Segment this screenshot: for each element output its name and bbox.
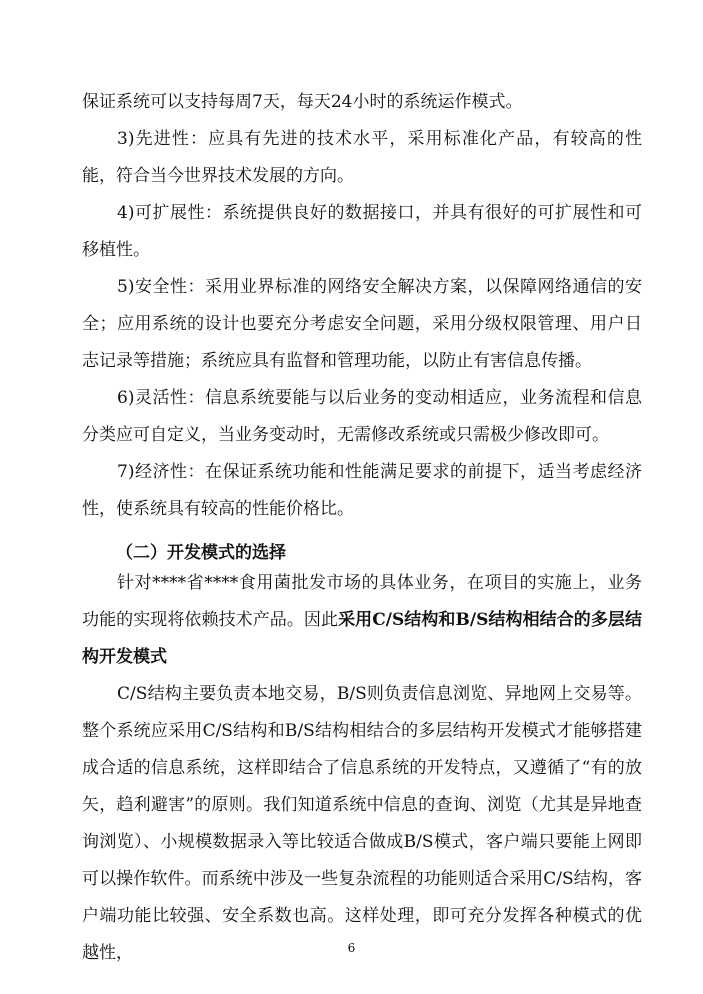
dev-mode-emphasis: 采用C/S结构和B/S结构相结合的多层结构开发模式 — [82, 610, 642, 667]
paragraph-dev-mode — [82, 565, 642, 676]
paragraph-availability-end: 保证系统可以支持每周7天，每天24小时的系统运作模式。 — [82, 92, 523, 112]
paragraph-cs-bs: C/S结构主要负责本地交易，B/S则负责信息浏览、异地网上交易等。整个系统应采用C/S结构和B/S结构相结合的多层结构开发模式才能够搭建成合适的信息系统，这样即结合了信息系统的开发特点，又遵循了“有的放矢，趋利避害”的原则。我们知道系统中信息的查询、浏览（尤其是异地查询浏览）、小规模数据录入等比较适合做成B/S模式，客户端只要能上网即可以操作软件。而系统中涉及一些复杂流程的功能则适合采用C/S结构，客户端功能比较强、安全系数也高。这样处理，即可充分发挥各种模式的优越性， — [82, 684, 642, 963]
paragraph-economy: 7)经济性：在保证系统功能和性能满足要求的前提下，适当考虑经济性，使系统具有较高的性能价格比。 — [82, 462, 642, 519]
paragraph-flexibility: 6)灵活性：信息系统要能与以后业务的变动相适应，业务流程和信息分类应可自定义，当业务变动时，无需修改系统或只需极少修改即可。 — [82, 388, 642, 445]
paragraph-security: 5)安全性：采用业界标准的网络安全解决方案，以保障网络通信的安全；应用系统的设计也要充分考虑安全问题，采用分级权限管理、用户日志记录等措施；系统应具有监督和管理功能，以防止有害信息传播。 — [82, 277, 642, 371]
paragraph-advanced: 3)先进性：应具有先进的技术水平，采用标准化产品，有较高的性能，符合当今世界技术发展的方向。 — [82, 129, 642, 186]
dev-mode-text: 针对****省****食用菌批发市场的具体业务，在项目的实施上，业务功能的实现将依赖技术产品。因此 — [82, 573, 642, 630]
paragraph-scalability: 4)可扩展性：系统提供良好的数据接口，并具有很好的可扩展性和可移植性。 — [82, 203, 642, 260]
page-number: 6 — [347, 941, 356, 955]
section-heading: （二）开发模式的选择 — [116, 543, 286, 563]
